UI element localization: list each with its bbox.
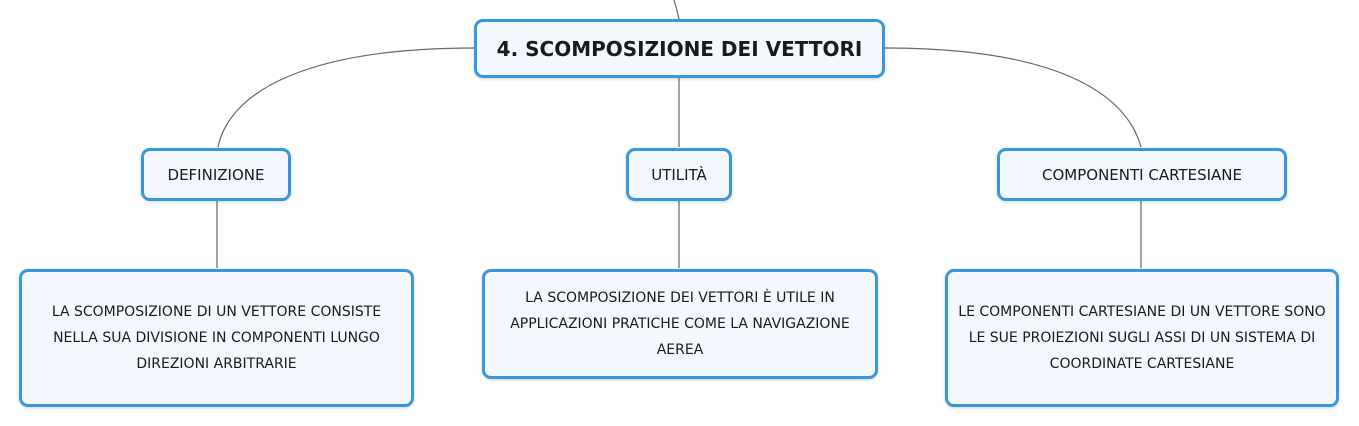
connector-root-definizione	[218, 48, 474, 147]
connector-root-componenti	[885, 48, 1141, 147]
detail-text-utilita: LA SCOMPOSIZIONE DEI VETTORI È UTILE IN APPLICAZIONI PRATICHE COME LA NAVIGAZIONE AEREA	[510, 290, 850, 358]
root-topic-node[interactable]	[474, 19, 885, 78]
detail-node-componenti-cartesiane[interactable]	[945, 269, 1339, 407]
topic-node-componenti-cartesiane[interactable]	[997, 148, 1287, 201]
detail-node-utilita[interactable]	[482, 269, 878, 379]
topic-label-utilita: UTILITÀ	[651, 165, 707, 184]
parent-connector	[674, 0, 679, 19]
topic-node-utilita[interactable]	[626, 148, 732, 201]
detail-node-definizione[interactable]	[19, 269, 414, 407]
topic-node-definizione[interactable]	[141, 148, 291, 201]
detail-text-definizione: LA SCOMPOSIZIONE DI UN VETTORE CONSISTE NELLA SUA DIVISIONE IN COMPONENTI LUNGO DIREZIONI ARBITRARIE	[51, 304, 382, 372]
topic-label-componenti-cartesiane: COMPONENTI CARTESIANE	[1042, 165, 1242, 184]
topic-label-definizione: DEFINIZIONE	[167, 165, 265, 184]
detail-text-componenti-cartesiane: LE COMPONENTI CARTESIANE DI UN VETTORE SONO LE SUE PROIEZIONI SUGLI ASSI DI UN SISTEMA DI COORDINATE CARTESIANE	[958, 304, 1326, 372]
root-topic-label: 4. SCOMPOSIZIONE DEI VETTORI	[496, 36, 863, 61]
